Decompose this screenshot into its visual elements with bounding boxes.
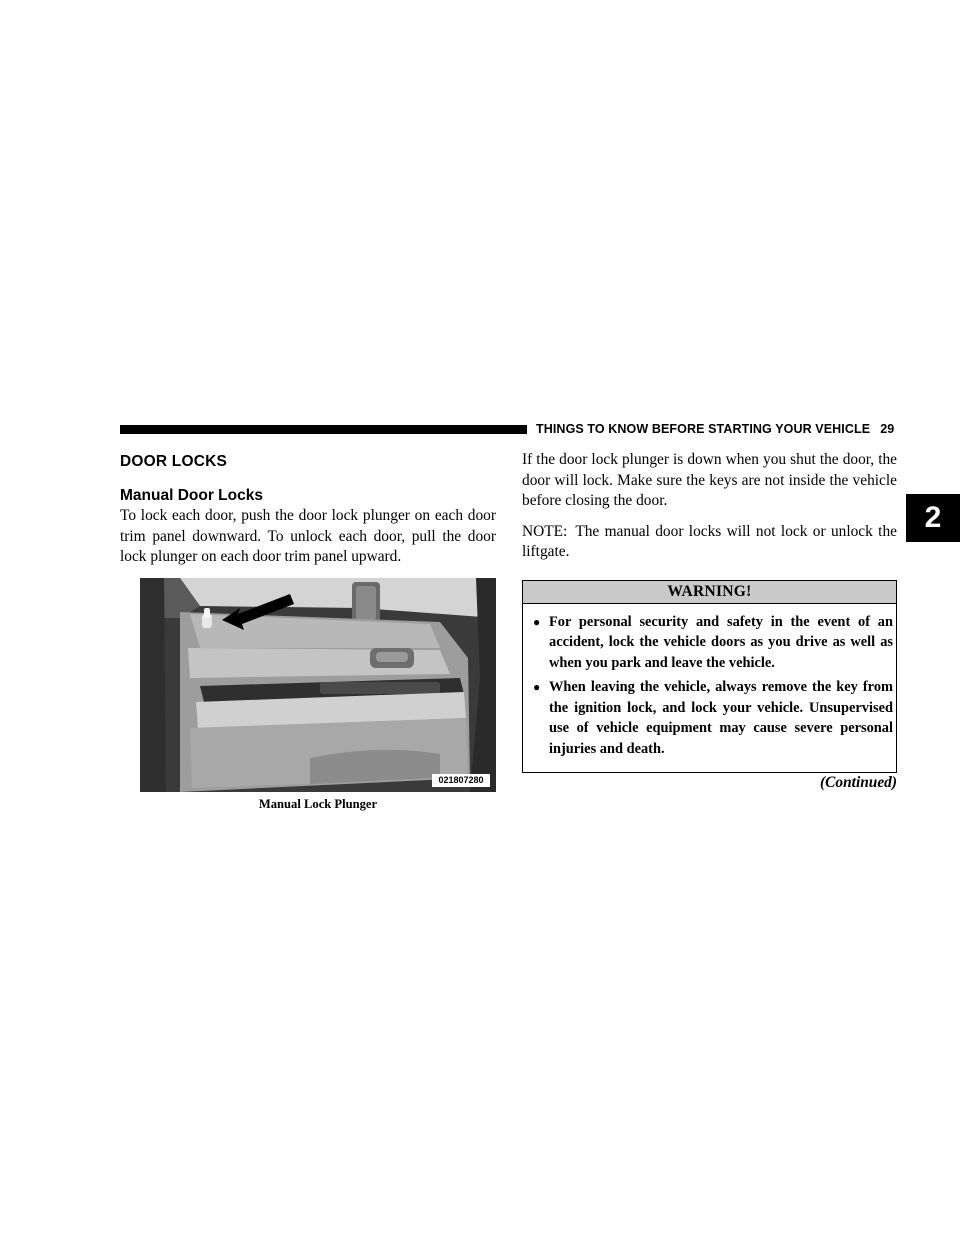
door-panel-illustration [140,578,496,792]
lock-instructions-paragraph: To lock each door, push the door lock plunger on each door trim panel downward. To unlock each door, pull the door lock plunger on each door trim panel upward. [120,507,496,565]
lock-behavior-paragraph: If the door lock plunger is down when you shut the door, the door will lock. Make sure the keys are not inside the vehicle before closing the door. [522,451,897,509]
note-label: NOTE: [522,522,568,540]
warning-item-text: When leaving the vehicle, always remove the key from the ignition lock, and lock your vehicle. Unsupervised use of vehicle equipment may cause severe personal injuries and death. [549,679,893,757]
chapter-tab: 2 [906,494,960,542]
image-code: 021807280 [438,774,484,785]
warning-box [522,580,897,774]
warning-item [529,612,893,674]
note-paragraph [522,522,897,563]
left-column [120,450,496,812]
warning-item-text: For personal security and safety in the event of an accident, lock the vehicle doors as you drive as well as when you park and leave the vehicle. [549,613,893,671]
door-panel-figure [140,578,496,792]
page-number: 29 [880,422,895,436]
running-title: THINGS TO KNOW BEFORE STARTING YOUR VEHICLE [536,422,871,436]
header-rule [120,425,527,434]
section-title: DOOR LOCKS [120,453,228,470]
right-column [522,450,897,792]
bullet-icon: ● [533,614,541,629]
warning-list [523,604,896,773]
continued-label: (Continued) [820,774,897,791]
warning-item [529,677,893,759]
running-header [536,422,894,436]
note-text: The manual door locks will not lock or unlock the liftgate. [522,522,897,560]
warning-title: WARNING! [523,581,896,604]
figure-caption: Manual Lock Plunger [258,796,378,811]
subsection-title: Manual Door Locks [120,487,263,504]
bullet-icon: ● [533,680,541,694]
